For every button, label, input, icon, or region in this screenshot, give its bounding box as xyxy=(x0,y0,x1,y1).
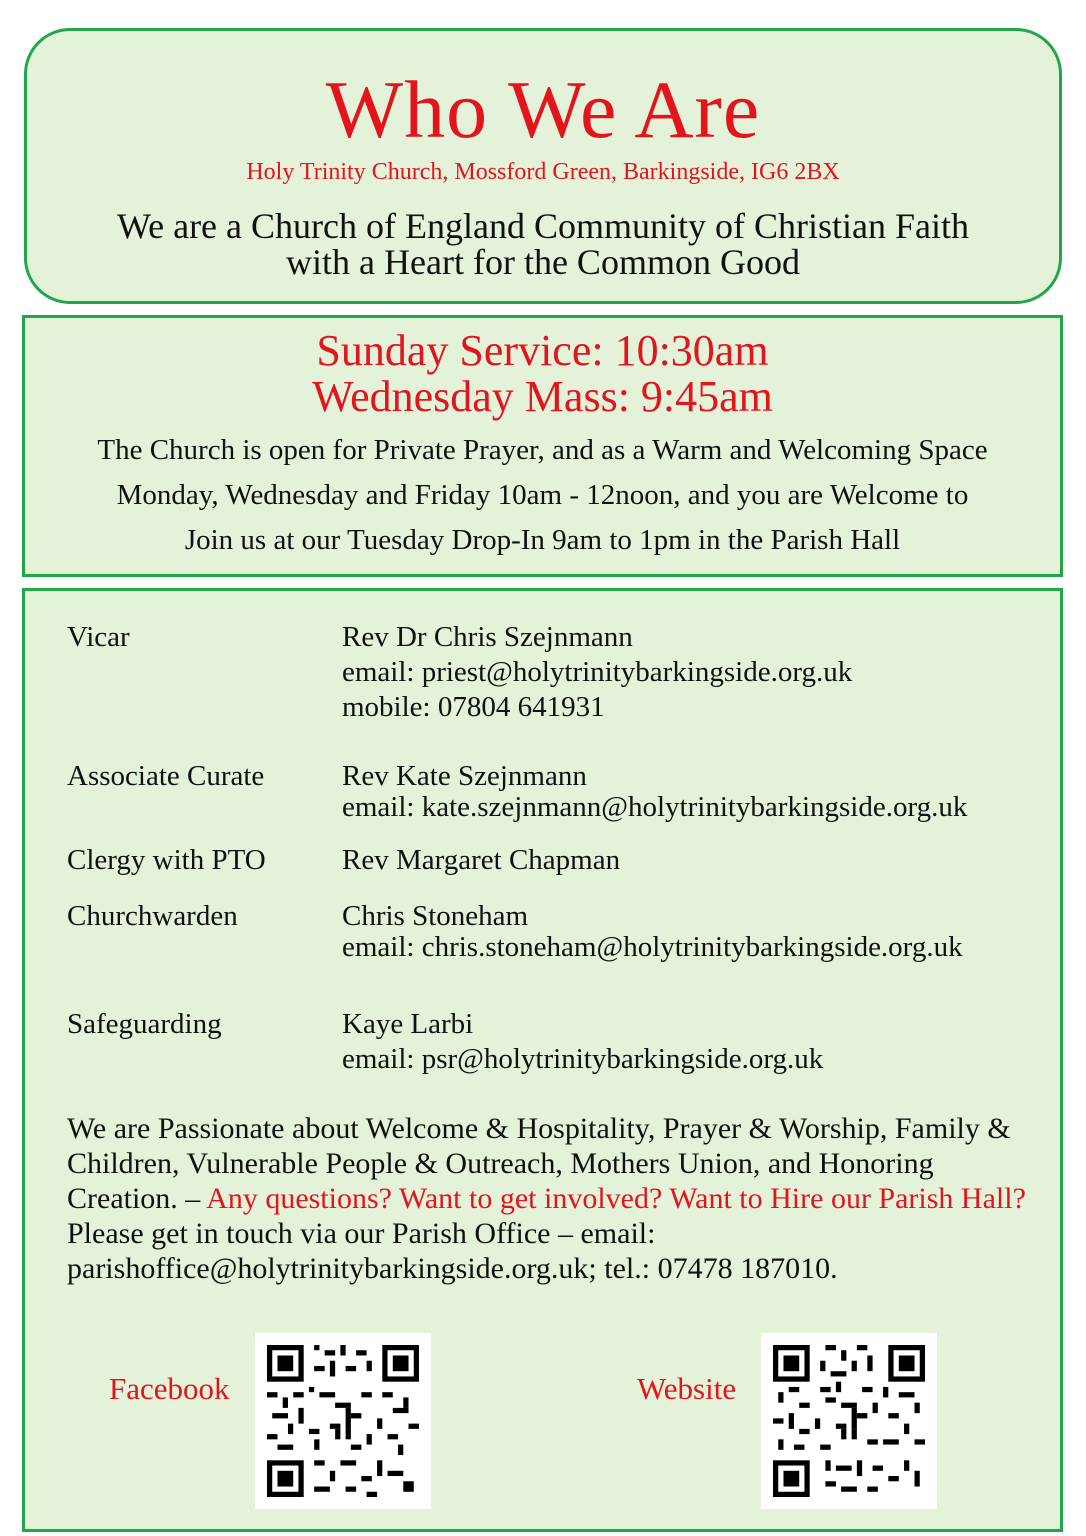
passion-paragraph xyxy=(67,1111,1047,1286)
service-times-panel xyxy=(22,315,1063,577)
header-panel xyxy=(24,28,1062,304)
qr-code-icon xyxy=(773,1345,925,1497)
contact-mobile: mobile: 07804 641931 xyxy=(342,691,605,723)
passion-text-intro: We are Passionate about Welcome & Hospitality, Prayer & Worship, Family & Children, Vulnerable People & Outreach, Mothers Union, and Honoring Creation. – xyxy=(67,1112,1011,1215)
opening-line-1: The Church is open for Private Prayer, and as a Warm and Welcoming Space xyxy=(97,434,988,466)
contact-name: Kaye Larbi xyxy=(342,1008,474,1040)
contact-email: email: chris.stoneham@holytrinitybarkingside.org.uk xyxy=(342,931,963,963)
contact-role: Vicar xyxy=(67,621,130,653)
contacts-panel xyxy=(22,588,1063,1532)
church-address: Holy Trinity Church, Mossford Green, Barkingside, IG6 2BX xyxy=(246,159,840,185)
tagline xyxy=(27,208,1059,280)
opening-line-3: Join us at our Tuesday Drop-In 9am to 1pm in the Parish Hall xyxy=(184,524,901,556)
website-label: Website xyxy=(637,1371,737,1406)
contact-name: Chris Stoneham xyxy=(342,900,529,932)
contact-email: email: psr@holytrinitybarkingside.org.uk xyxy=(342,1043,824,1075)
page-title: Who We Are xyxy=(325,64,761,155)
passion-text-contact: Please get in touch via our Parish Office – email: parishoffice@holytrinitybarkingside.org.uk; tel.: 07478 187010. xyxy=(67,1217,838,1285)
contact-details xyxy=(342,899,963,963)
contact-details xyxy=(342,620,852,725)
passion-highlight: Any questions? Want to get involved? Want to Hire our Parish Hall? xyxy=(206,1182,1026,1215)
contact-role: Churchwarden xyxy=(67,900,238,932)
contact-role: Clergy with PTO xyxy=(67,844,266,876)
wednesday-mass: Wednesday Mass: 9:45am xyxy=(312,372,773,421)
sunday-service: Sunday Service: 10:30am xyxy=(316,326,769,375)
contact-email: email: priest@holytrinitybarkingside.org.uk xyxy=(342,656,853,688)
contact-role: Associate Curate xyxy=(67,760,265,792)
qr-code-icon xyxy=(267,1345,419,1497)
website-qr-code[interactable] xyxy=(761,1333,937,1509)
contact-email: email: kate.szejnmann@holytrinitybarkingside.org.uk xyxy=(342,791,968,823)
facebook-label: Facebook xyxy=(109,1371,230,1406)
tagline-line-1: We are a Church of England Community of Christian Faith xyxy=(117,206,969,246)
facebook-qr-code[interactable] xyxy=(255,1333,431,1509)
contact-details xyxy=(342,1007,823,1077)
contact-role: Safeguarding xyxy=(67,1008,222,1040)
contact-name: Rev Margaret Chapman xyxy=(342,844,621,876)
tagline-line-2: with a Heart for the Common Good xyxy=(286,242,800,282)
opening-line-2: Monday, Wednesday and Friday 10am - 12noon, and you are Welcome to xyxy=(116,479,969,511)
contact-name: Rev Kate Szejnmann xyxy=(342,760,587,792)
opening-hours xyxy=(25,428,1060,563)
contact-details xyxy=(342,759,968,823)
contact-details xyxy=(342,843,620,878)
contact-name: Rev Dr Chris Szejnmann xyxy=(342,621,633,653)
